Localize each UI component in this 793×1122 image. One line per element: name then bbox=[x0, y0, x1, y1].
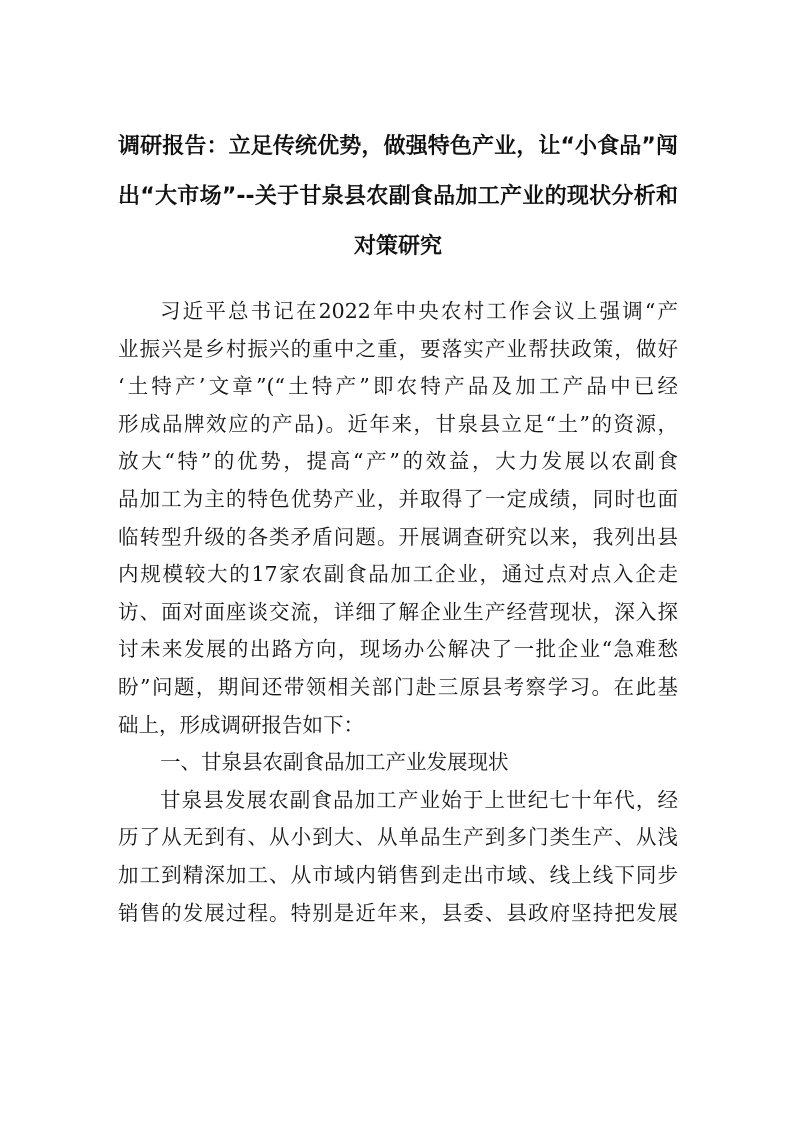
body-line: 内规模较大的17家农副食品加工企业，通过点对点入企走 bbox=[118, 562, 678, 587]
body-line: 历了从无到有、从小到大、从单品生产到多门类生产、从浅 bbox=[118, 825, 678, 850]
body-line: 访、面对面座谈交流，详细了解企业生产经营现状，深入探 bbox=[118, 599, 678, 624]
body-line: 品加工为主的特色优势产业，并取得了一定成绩，同时也面 bbox=[118, 486, 678, 511]
title-line: 调研报告：立足传统优势，做强特色产业，让“小食品”闯 bbox=[118, 134, 678, 159]
title-line: 对策研究 bbox=[353, 234, 442, 259]
document-body bbox=[118, 293, 678, 932]
body-line: 销售的发展过程。特别是近年来，县委、县政府坚持把发展 bbox=[118, 900, 678, 925]
body-line: 盼”问题，期间还带领相关部门赴三原县考察学习。在此基 bbox=[118, 674, 678, 699]
body-line: 加工到精深加工、从市域内销售到走出市域、线上线下同步 bbox=[118, 862, 678, 887]
body-line: 临转型升级的各类矛盾问题。开展调查研究以来，我列出县 bbox=[118, 524, 678, 549]
body-line: 讨未来发展的出路方向，现场办公解决了一批企业“急难愁 bbox=[118, 637, 678, 662]
body-line: 甘泉县发展农副食品加工产业始于上世纪七十年代，经 bbox=[160, 787, 678, 812]
document-title bbox=[118, 122, 678, 272]
body-line: ‘土特产’文章”(“土特产”即农特产品及加工产品中已经 bbox=[118, 374, 678, 399]
body-line: 放大“特”的优势，提高“产”的效益，大力发展以农副食 bbox=[118, 449, 678, 474]
body-line: 业振兴是乡村振兴的重中之重，要落实产业帮扶政策，做好 bbox=[118, 336, 678, 361]
body-line: 础上，形成调研报告如下： bbox=[118, 712, 364, 737]
section-heading: 一、甘泉县农副食品加工产业发展现状 bbox=[160, 750, 509, 775]
body-line: 形成品牌效应的产品)。近年来，甘泉县立足“土”的资源， bbox=[118, 411, 678, 436]
title-line: 出“大市场”--关于甘泉县农副食品加工产业的现状分析和 bbox=[118, 184, 678, 209]
body-line: 习近平总书记在2022年中央农村工作会议上强调“产 bbox=[160, 299, 678, 323]
